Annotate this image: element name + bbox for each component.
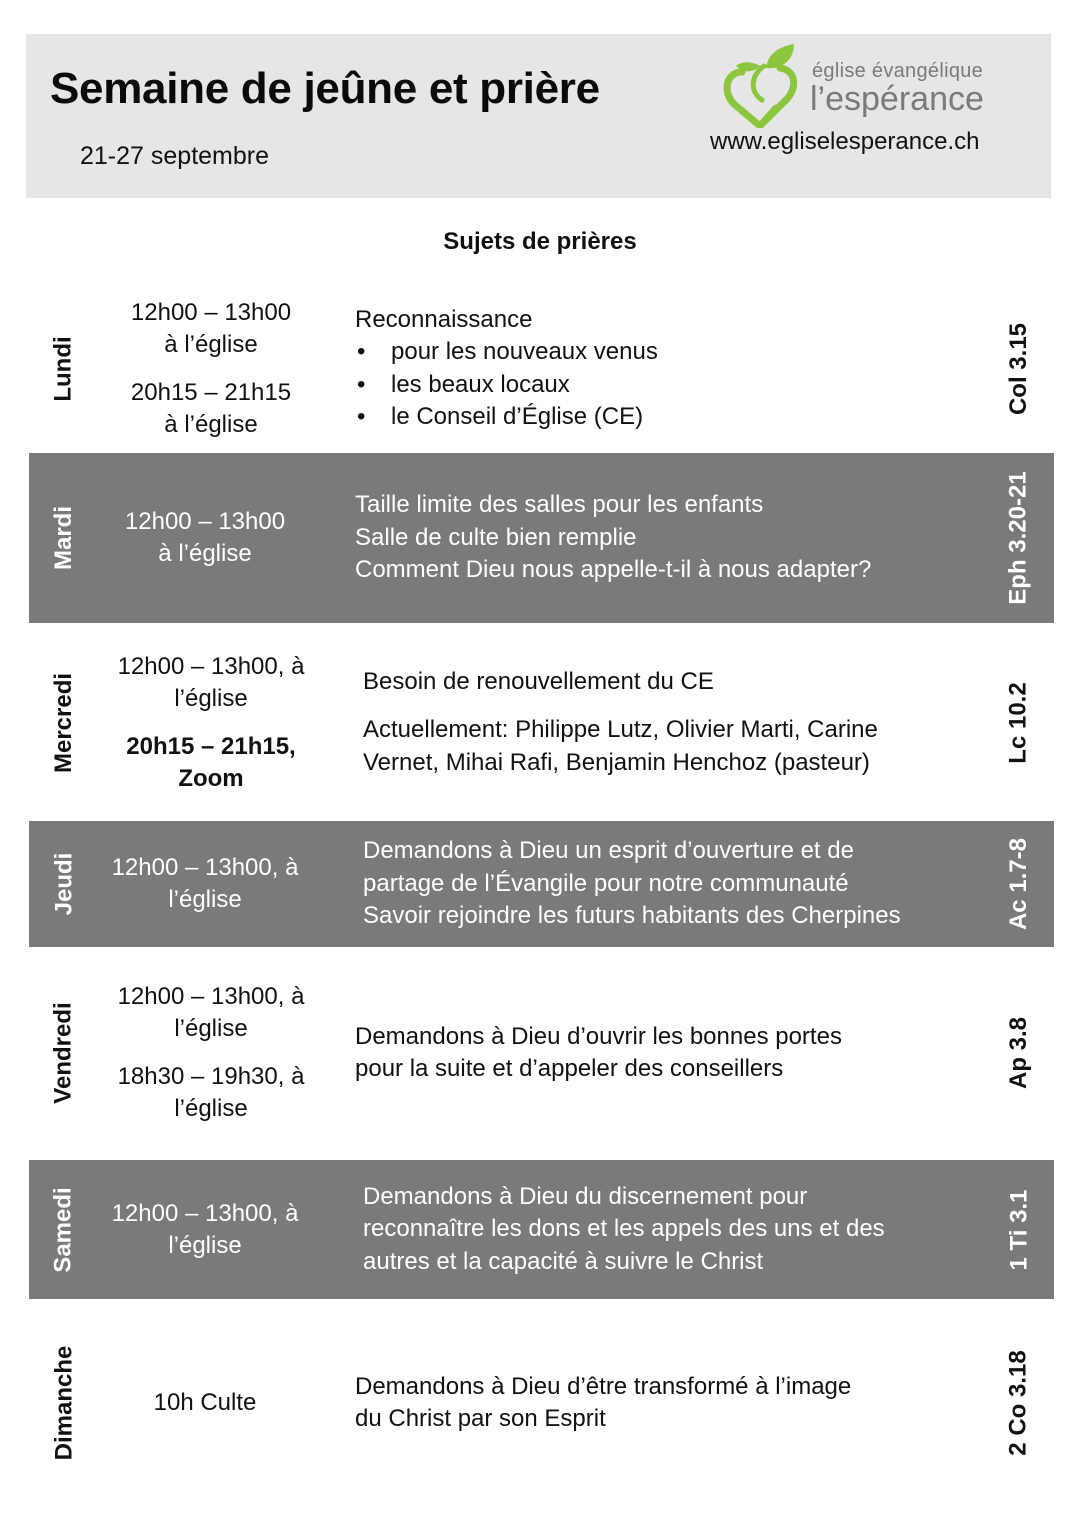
time-slot: 20h15 – 21h15 à l’église [130,378,292,438]
topic-line: Taille limite des salles pour les enfants [355,491,764,519]
schedule-row-dimanche [29,1330,1054,1476]
topic-line: Savoir rejoindre les futurs habitants des Cherpines [363,902,901,930]
time-slot: 12h00 – 13h00, à l’église [111,854,299,913]
topic-line: Besoin de renouvellement du CE [363,667,714,695]
topic-line: Demandons à Dieu d’être transformé à l’image [355,1372,852,1400]
time-slot: 12h00 – 13h00 à l’église [124,508,286,567]
topic-line: Demandons à Dieu un esprit d’ouverture et de [363,837,854,865]
topic-line: Actuellement: Philippe Lutz, Olivier Marti, Carine [363,716,878,744]
church-name-line1: église évangélique [812,60,984,82]
time-slot: 12h00 – 13h00, à l’église [111,1199,299,1259]
prayer-topics [355,286,955,451]
header-banner [26,34,1051,198]
bible-reference: 1 Ti 3.1 [1005,1189,1033,1270]
schedule-row-vendredi [29,949,1054,1157]
prayer-topics [363,821,983,947]
topic-line: autres et la capacité à suivre le Christ [363,1247,764,1275]
topic-line: du Christ par son Esprit [355,1405,606,1432]
schedule-row-lundi [29,286,1054,451]
time-slots [93,1330,317,1476]
day-label: Lundi [50,335,77,402]
time-slots [99,286,323,451]
time-slot: 12h00 – 13h00, à l’église [117,652,305,712]
time-slot: 20h15 – 21h15, Zoom [126,732,296,792]
topic-line: Demandons à Dieu du discernement pour [363,1182,808,1210]
page-title: Semaine de jeûne et prière [50,64,600,113]
day-label: Vendredi [50,1002,77,1104]
list-item: • pour les nouveaux venus [355,336,955,369]
topic-heading: Reconnaissance [355,305,533,333]
time-slots [93,1160,317,1299]
day-label: Samedi [50,1186,77,1273]
topic-line: partage de l’Évangile pour notre communauté [363,869,849,897]
date-range: 21-27 septembre [80,142,270,170]
time-slot: 12h00 – 13h00, à l’église [117,983,305,1042]
day-label: Mardi [49,505,77,571]
day-label: Mercredi [50,672,78,773]
time-slots [93,821,317,947]
time-slot: 18h30 – 19h30, à l’église [117,1063,305,1122]
website-url: www.egliselesperance.ch [710,128,980,155]
topic-line: pour la suite et d’appeler des conseillers [355,1055,784,1082]
time-slots [99,949,323,1157]
day-label: Dimanche [50,1345,78,1461]
bible-reference: Eph 3.20-21 [1005,471,1032,605]
heart-leaf-logo-icon [720,42,810,128]
list-item: • les beaux locaux [355,369,955,402]
prayer-topics [363,1160,983,1299]
church-name-line2: l’espérance [810,80,984,118]
time-slots [93,453,317,623]
prayer-topics [355,1330,955,1476]
schedule-row-samedi [29,1160,1054,1299]
schedule-row-jeudi [29,821,1054,947]
topic-list [355,336,955,434]
bible-reference: Col 3.15 [1005,322,1033,415]
list-item: • le Conseil d’Église (CE) [355,401,955,434]
bible-reference: Lc 10.2 [1005,681,1033,764]
schedule-row-mardi [29,453,1054,623]
schedule-row-mercredi [29,625,1054,820]
topic-line: Comment Dieu nous appelle-t-il à nous adapter? [355,556,872,584]
time-slot: 10h Culte [153,1389,257,1416]
day-label: Jeudi [50,852,77,916]
bible-reference: Ac 1.7-8 [1005,837,1032,931]
section-title: Sujets de prières [443,228,637,255]
prayer-topics [355,949,955,1157]
topic-line: Vernet, Mihai Rafi, Benjamin Henchoz (pasteur) [363,748,870,776]
time-slot: 12h00 – 13h00 à l’église [130,298,292,358]
topic-line: Demandons à Dieu d’ouvrir les bonnes portes [355,1022,842,1050]
topic-line: Salle de culte bien remplie [355,523,637,551]
prayer-topics [355,453,975,623]
bible-reference: Ap 3.8 [1005,1016,1032,1090]
bible-reference: 2 Co 3.18 [1005,1350,1033,1456]
time-slots [99,625,323,820]
prayer-topics [363,625,973,820]
topic-line: reconnaître les dons et les appels des uns et des [363,1215,885,1243]
